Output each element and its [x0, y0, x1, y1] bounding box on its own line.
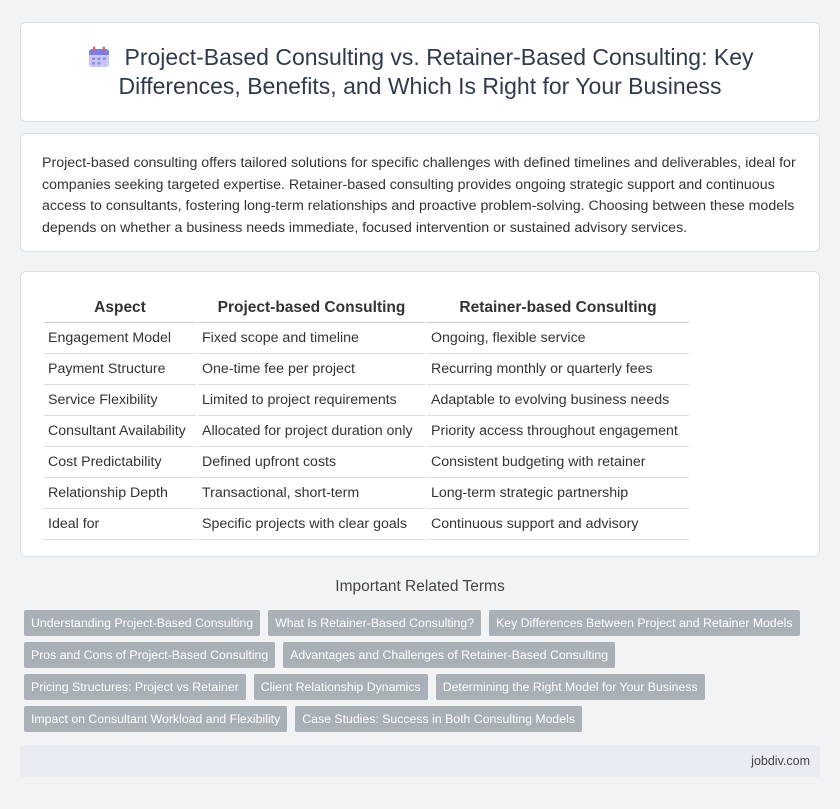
table-cell: Continuous support and advisory — [427, 509, 689, 540]
title-card — [20, 22, 820, 122]
table-cell: Relationship Depth — [44, 478, 196, 509]
table-cell: Defined upfront costs — [198, 447, 425, 478]
header-aspect: Aspect — [44, 293, 196, 323]
table-row — [44, 509, 689, 540]
table-cell: Specific projects with clear goals — [198, 509, 425, 540]
header-project-based: Project-based Consulting — [198, 293, 425, 323]
table-cell: Cost Predictability — [44, 447, 196, 478]
header-retainer-based: Retainer-based Consulting — [427, 293, 689, 323]
comparison-table — [42, 293, 691, 540]
page-title-block — [61, 43, 779, 101]
related-terms-tags — [24, 610, 804, 732]
intro-paragraph: Project-based consulting offers tailored solutions for specific challenges with defined timelines and deliverables, ideal for companies seeking targeted expertise. Retainer-based consulting provides ongoing strategic support and continuous access to consultants, fostering long-term relationships and proactive problem-solving. Choosing between these models depends on whether a business needs immediate, focused intervention or sustained advisory services. — [42, 155, 796, 236]
table-row — [44, 323, 689, 354]
table-cell: Engagement Model — [44, 323, 196, 354]
table-row — [44, 354, 689, 385]
table-cell: Fixed scope and timeline — [198, 323, 425, 354]
table-cell: Ongoing, flexible service — [427, 323, 689, 354]
related-terms-heading: Important Related Terms — [335, 578, 505, 595]
footer-bar — [20, 745, 820, 777]
table-cell: Consistent budgeting with retainer — [427, 447, 689, 478]
table-cell: Payment Structure — [44, 354, 196, 385]
table-cell: Recurring monthly or quarterly fees — [427, 354, 689, 385]
table-cell: Ideal for — [44, 509, 196, 540]
footer-site-link[interactable]: jobdiv.com — [751, 754, 810, 768]
table-cell: One-time fee per project — [198, 354, 425, 385]
intro-card — [20, 133, 820, 252]
related-term-tag[interactable]: Pros and Cons of Project-Based Consulting — [24, 642, 275, 668]
table-row — [44, 416, 689, 447]
related-term-tag[interactable]: Pricing Structures: Project vs Retainer — [24, 674, 246, 700]
table-row — [44, 447, 689, 478]
table-cell: Transactional, short-term — [198, 478, 425, 509]
table-cell: Service Flexibility — [44, 385, 196, 416]
table-cell: Limited to project requirements — [198, 385, 425, 416]
table-cell: Long-term strategic partnership — [427, 478, 689, 509]
page-title: Project-Based Consulting vs. Retainer-Based Consulting: Key Differences, Benefits, and Which Is Right for Your Business — [118, 44, 754, 99]
related-term-tag[interactable]: Key Differences Between Project and Retainer Models — [489, 610, 799, 636]
table-row — [44, 478, 689, 509]
table-header-row — [44, 293, 689, 323]
related-term-tag[interactable]: Case Studies: Success in Both Consulting Models — [295, 706, 582, 732]
related-term-tag[interactable]: What Is Retainer-Based Consulting? — [268, 610, 481, 636]
table-cell: Allocated for project duration only — [198, 416, 425, 447]
comparison-table-card — [20, 271, 820, 557]
related-term-tag[interactable]: Impact on Consultant Workload and Flexibility — [24, 706, 287, 732]
related-term-tag[interactable]: Advantages and Challenges of Retainer-Based Consulting — [283, 642, 615, 668]
related-term-tag[interactable]: Determining the Right Model for Your Business — [436, 674, 705, 700]
related-term-tag[interactable]: Client Relationship Dynamics — [254, 674, 428, 700]
table-row — [44, 385, 689, 416]
table-cell: Adaptable to evolving business needs — [427, 385, 689, 416]
table-cell: Consultant Availability — [44, 416, 196, 447]
related-term-tag[interactable]: Understanding Project-Based Consulting — [24, 610, 260, 636]
table-cell: Priority access throughout engagement — [427, 416, 689, 447]
calendar-icon — [87, 45, 111, 69]
